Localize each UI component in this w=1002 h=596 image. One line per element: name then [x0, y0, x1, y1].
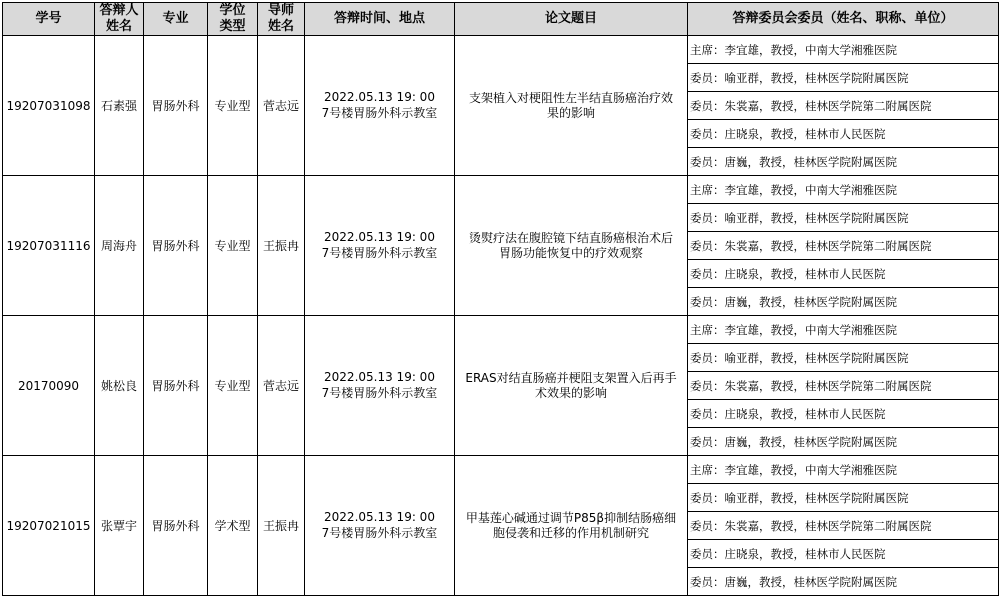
committee-member: 委员：朱裳嘉，教授，桂林医学院第二附属医院 [688, 232, 999, 260]
committee-chair: 主席：李宜雄，教授，中南大学湘雅医院 [688, 176, 999, 204]
defense-time: 2022.05.13 19: 00 [324, 230, 435, 244]
header-degree-line1: 学位 [219, 3, 246, 18]
major-cell: 胃肠外科 [144, 36, 208, 176]
header-degree-line2: 类型 [219, 19, 246, 34]
thesis-title-cell [455, 36, 688, 176]
defense-place: 7号楼胃肠外科示教室 [321, 246, 438, 260]
defense-time: 2022.05.13 19: 00 [324, 510, 435, 524]
advisor-cell: 王振冉 [258, 456, 305, 596]
student-id-cell: 19207021015 [3, 456, 95, 596]
major-cell: 胃肠外科 [144, 456, 208, 596]
committee-member: 委员：喻亚群，教授，桂林医学院附属医院 [688, 204, 999, 232]
student-name-cell: 姚松良 [95, 316, 144, 456]
committee-member: 委员：喻亚群，教授，桂林医学院附属医院 [688, 484, 999, 512]
advisor-cell: 菅志远 [258, 316, 305, 456]
thesis-title-line1: 支架植入对梗阻性左半结直肠癌治疗效 [468, 90, 673, 105]
committee-member: 委员：唐巍，教授，桂林医学院附属医院 [688, 288, 999, 316]
thesis-title-cell [455, 316, 688, 456]
thesis-title-line2: 胞侵袭和迁移的作用机制研究 [492, 525, 649, 540]
student-id-cell: 19207031116 [3, 176, 95, 316]
thesis-title-line2: 果的影响 [546, 105, 595, 120]
defense-place: 7号楼胃肠外科示教室 [321, 526, 438, 540]
committee-chair: 主席：李宜雄，教授，中南大学湘雅医院 [688, 456, 999, 484]
degree-type-cell: 专业型 [208, 36, 258, 176]
time-place-cell [305, 36, 455, 176]
thesis-title-cell [455, 176, 688, 316]
defense-time: 2022.05.13 19: 00 [324, 90, 435, 104]
advisor-cell: 菅志远 [258, 36, 305, 176]
advisor-cell: 王振冉 [258, 176, 305, 316]
committee-member: 委员：唐巍，教授，桂林医学院附属医院 [688, 568, 999, 596]
header-row [3, 3, 999, 36]
committee-member: 委员：唐巍，教授，桂林医学院附属医院 [688, 148, 999, 176]
thesis-title-line1: ERAS对结直肠癌并梗阻支架置入后再手 [465, 370, 677, 385]
header-thesis: 论文题目 [455, 3, 688, 36]
thesis-title-line1: 甲基莲心碱通过调节P85β抑制结肠癌细 [465, 510, 677, 525]
committee-member: 委员：唐巍，教授，桂林医学院附属医院 [688, 428, 999, 456]
thesis-title-line2: 术效果的影响 [534, 385, 607, 400]
header-advisor [258, 3, 305, 36]
committee-member: 委员：庄晓泉，教授，桂林市人民医院 [688, 540, 999, 568]
defense-place: 7号楼胃肠外科示教室 [321, 386, 438, 400]
table-row [3, 456, 999, 484]
time-place-cell [305, 456, 455, 596]
committee-member: 委员：喻亚群，教授，桂林医学院附属医院 [688, 64, 999, 92]
thesis-title-line1: 烫熨疗法在腹腔镜下结直肠癌根治术后 [468, 230, 673, 245]
time-place-cell [305, 176, 455, 316]
degree-type-cell: 学术型 [208, 456, 258, 596]
committee-member: 委员：朱裳嘉，教授，桂林医学院第二附属医院 [688, 92, 999, 120]
table-row [3, 316, 999, 344]
thesis-title-line2: 胃肠功能恢复中的疗效观察 [498, 245, 643, 260]
committee-member: 委员：庄晓泉，教授，桂林市人民医院 [688, 120, 999, 148]
committee-member: 委员：庄晓泉，教授，桂林市人民医院 [688, 400, 999, 428]
table-row [3, 36, 999, 64]
header-time-place: 答辩时间、地点 [305, 3, 455, 36]
major-cell: 胃肠外科 [144, 176, 208, 316]
header-committee: 答辩委员会委员（姓名、职称、单位） [688, 3, 999, 36]
time-place-cell [305, 316, 455, 456]
thesis-title-cell [455, 456, 688, 596]
header-name-line2: 姓名 [105, 19, 132, 34]
committee-member: 委员：庄晓泉，教授，桂林市人民医院 [688, 260, 999, 288]
header-advisor-line2: 姓名 [267, 19, 294, 34]
header-major: 专业 [144, 3, 208, 36]
major-cell: 胃肠外科 [144, 316, 208, 456]
student-name-cell: 张覃宇 [95, 456, 144, 596]
degree-type-cell: 专业型 [208, 176, 258, 316]
student-name-cell: 周海舟 [95, 176, 144, 316]
header-degree [208, 3, 258, 36]
student-id-cell: 19207031098 [3, 36, 95, 176]
header-name [95, 3, 144, 36]
header-name-line1: 答辩人 [99, 3, 139, 18]
committee-member: 委员：喻亚群，教授，桂林医学院附属医院 [688, 344, 999, 372]
defense-schedule-table [2, 2, 999, 596]
defense-time: 2022.05.13 19: 00 [324, 370, 435, 384]
committee-member: 委员：朱裳嘉，教授，桂林医学院第二附属医院 [688, 512, 999, 540]
committee-chair: 主席：李宜雄，教授，中南大学湘雅医院 [688, 316, 999, 344]
defense-place: 7号楼胃肠外科示教室 [321, 106, 438, 120]
student-name-cell: 石素强 [95, 36, 144, 176]
table-row [3, 176, 999, 204]
student-id-cell: 20170090 [3, 316, 95, 456]
degree-type-cell: 专业型 [208, 316, 258, 456]
header-advisor-line1: 导师 [267, 3, 294, 18]
header-student-id: 学号 [3, 3, 95, 36]
committee-chair: 主席：李宜雄，教授，中南大学湘雅医院 [688, 36, 999, 64]
committee-member: 委员：朱裳嘉，教授，桂林医学院第二附属医院 [688, 372, 999, 400]
